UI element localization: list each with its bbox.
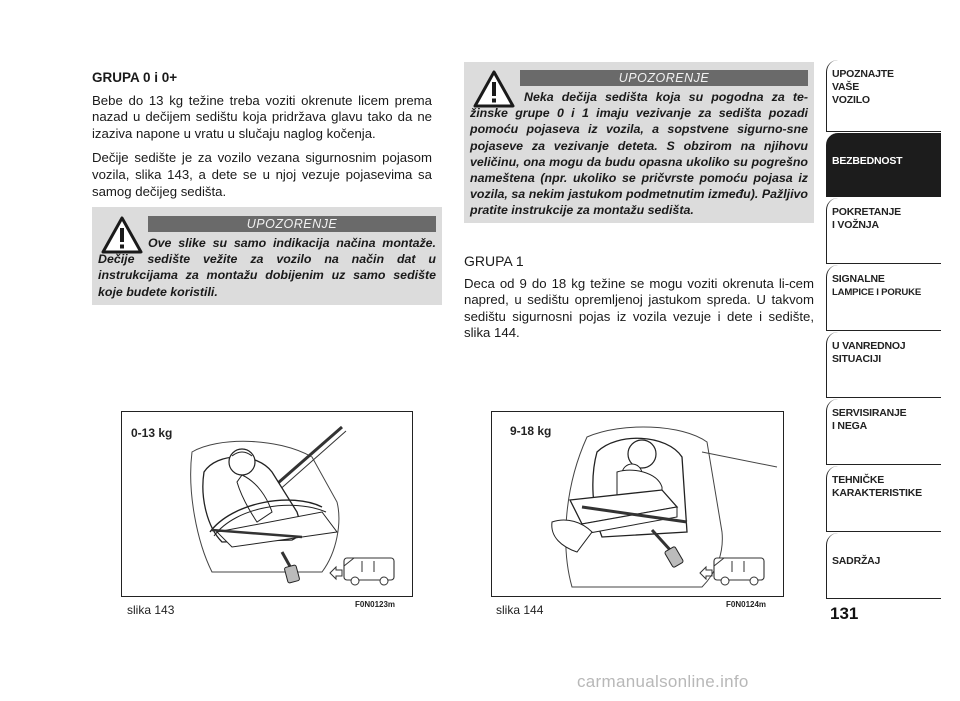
warning-title-bar: UPOZORENJE (520, 70, 808, 86)
figure-code: F0N0124m (726, 600, 767, 609)
child-seat-illustration (492, 412, 782, 595)
left-text-column (92, 70, 432, 208)
watermark-text: carmanualsonline.info (577, 672, 749, 691)
page-number: 131 (830, 604, 859, 623)
section-heading-group-1: GRUPA 1 (464, 253, 524, 269)
tab-servisiranje-i-nega[interactable]: SERVISIRANJE I NEGA (826, 399, 941, 465)
tab-tehnicke-karakteristike[interactable]: TEHNIČKE KARAKTERISTIKE (826, 466, 941, 532)
figure-weight-label: 9-18 kg (510, 424, 552, 438)
right-text-column (464, 253, 814, 350)
figure-144 (491, 411, 784, 597)
paragraph: Bebe do 13 kg težine treba voziti okrenute licem prema nazad u dečijem sedištu koja pridržava glavu tako da ne izaziva napone u vratu u slučaju naglog kočenja. (92, 92, 432, 141)
tab-u-vanrednoj-situaciji[interactable]: U VANREDNOJ SITUACIJI (826, 332, 941, 398)
warning-text: Ove slike su samo indikacija načina montaže. Dečije sedište vežite za vozilo na način dat u instrukcijama za montažu dobijenim uz samo sedište koje budete koristili. (98, 236, 436, 299)
section-heading-group-0: GRUPA 0 i 0+ (92, 70, 178, 85)
paragraph: Dečije sedište je za vozilo vezana sigurnosnim pojasom vozila, slika 143, a dete se u njoj vezuje pojasevima sa samog dečijeg sedišta. (92, 150, 432, 199)
tab-signalne-lampice[interactable]: SIGNALNE LAMPICE I PORUKE (826, 265, 941, 331)
warning-text: Neka dečija sedišta koja su pogodna za te-žinske grupe 0 i 1 imaju vezivanje za sedišta pozadi pomoću pojaseva iz vozila, a sopstvene sigurno-sne pojaseve za vezivanje deteta. S obzirom na njihovu veličinu, ona mogu da budu opasna ukoliko su pogrešno nameštena (npr. ukoliko se pričvrste pomoću pojasa iz vozila, sa nekim jastukom podmetnutim između). Pažljivo pratite instrukcije za montažu sedišta. (470, 90, 808, 218)
figure-caption: slika 144 (496, 603, 544, 617)
warning-title-bar: UPOZORENJE (148, 216, 436, 232)
paragraph: Deca od 9 do 18 kg težine se mogu voziti okrenuta li-cem napred, u sedištu opremljenoj jastukom spreda. U takvom sedištu sigurnosni pojas iz vozila vezuje i dete i sedište, slika 144. (464, 275, 814, 341)
figure-caption: slika 143 (127, 603, 175, 617)
tab-sadrzaj[interactable]: SADRŽAJ (826, 533, 941, 599)
infant-seat-illustration (122, 412, 411, 595)
figure-143 (121, 411, 413, 597)
tab-bezbednost[interactable]: BEZBEDNOST (826, 133, 941, 197)
warning-box-right (464, 62, 814, 223)
figure-weight-label: 0-13 kg (131, 426, 173, 440)
tab-upoznajte-vase-vozilo[interactable]: UPOZNAJTE VAŠE VOZILO (826, 60, 941, 132)
tab-pokretanje-i-voznja[interactable]: POKRETANJE I VOŽNJA (826, 198, 941, 264)
warning-box-left (92, 207, 442, 305)
figure-code: F0N0123m (355, 600, 396, 609)
